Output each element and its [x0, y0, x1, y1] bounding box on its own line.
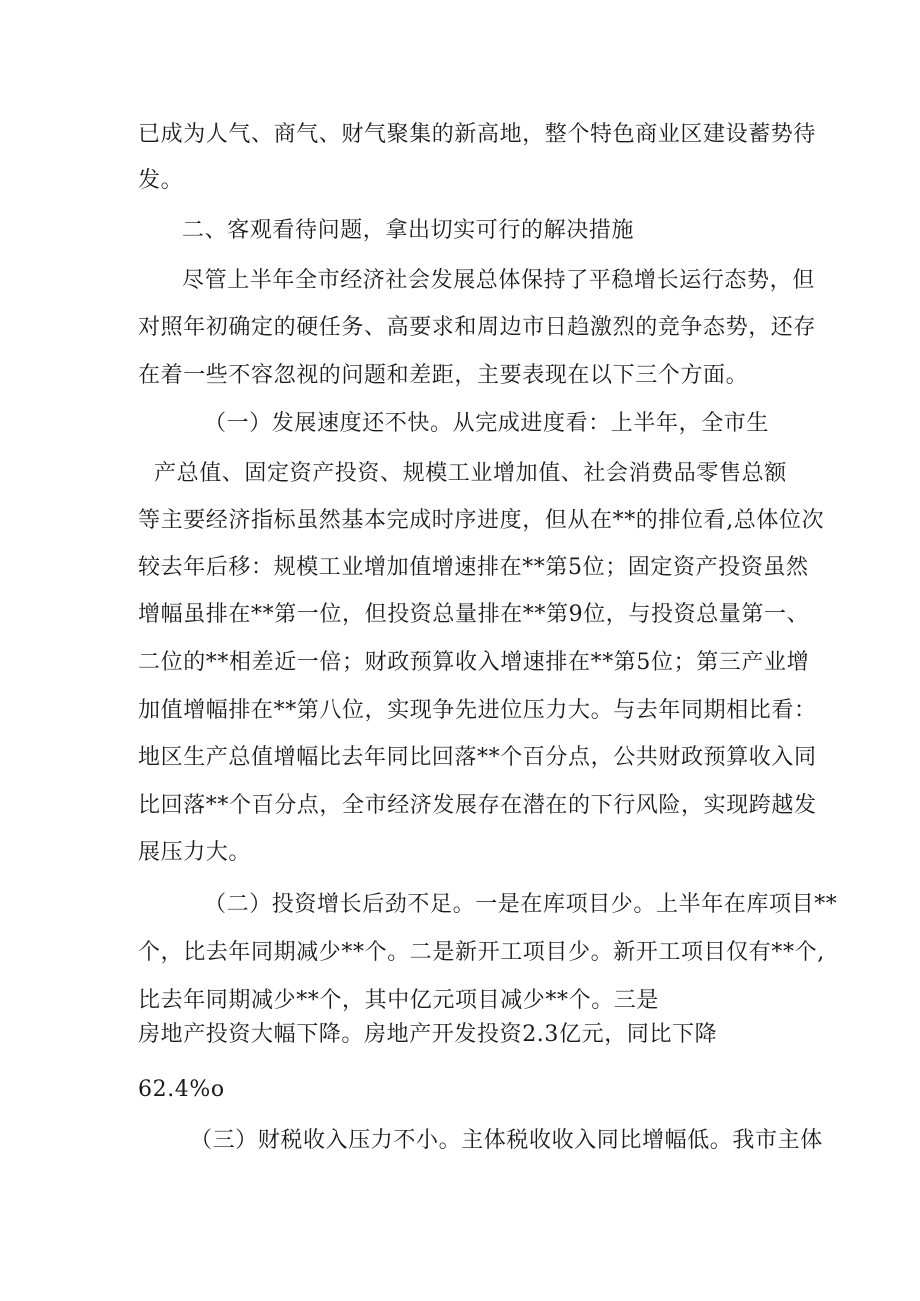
text-line-11: 增幅虽排在**第一位，但投资总量排在**第9位，与投资总量第一、 — [138, 602, 810, 627]
text-line-20: 房地产投资大幅下降。房地产开发投资2.3亿元，同比下降 — [138, 1022, 718, 1047]
text-line-8: 产总值、固定资产投资、规模工业增加值、社会消费品零售总额 — [154, 461, 787, 486]
text-line-4: 尽管上半年全市经济社会发展总体保持了平稳增长运行态势，但 — [182, 268, 815, 293]
text-line-19: 比去年同期减少**个，其中亿元项目减少**个。三是 — [138, 988, 660, 1013]
text-line-14: 地区生产总值增幅比去年同比回落**个百分点，公共财政预算收入同 — [138, 745, 817, 770]
subsection-heading-1: （一）发展速度还不快。从完成进度看：上半年，全市生 — [204, 411, 770, 436]
text-line-10: 较去年后移：规模工业增加值增速排在**第5位；固定资产投资虽然 — [138, 555, 809, 580]
text-line-6: 在着一些不容忽视的问题和差距，主要表现在以下三个方面。 — [138, 363, 749, 388]
subsection-heading-3: （三）财税收入压力不小。主体税收收入同比增幅低。我市主体 — [190, 1128, 823, 1153]
subsection-heading-2: （二）投资增长后劲不足。一是在库项目少。上半年在库项目** — [204, 892, 838, 917]
text-line-2: 发。 — [138, 168, 184, 193]
text-line-21: 62.4%o — [138, 1077, 225, 1102]
text-line-12: 二位的**相差近一倍；财政预算收入增速排在**第5位；第三产业增 — [138, 650, 810, 675]
text-line-15: 比回落**个百分点，全市经济发展存在潜在的下行风险，实现跨越发 — [138, 793, 817, 818]
text-line-5: 对照年初确定的硬任务、高要求和周边市日趋激烈的竞争态势，还存 — [138, 315, 817, 340]
text-line-18: 个，比去年同期减少**个。二是新开工项目少。新开工项目仅有**个, — [138, 940, 825, 965]
text-line-16: 展压力大。 — [138, 840, 252, 865]
text-line-13: 加值增幅排在**第八位，实现争先进位压力大。与去年同期相比看： — [138, 698, 817, 723]
section-heading-2: 二、客观看待问题，拿出切实可行的解决措施 — [182, 218, 635, 243]
text-line-9: 等主要经济指标虽然基本完成时序进度，但从在**的排位看,总体位次 — [138, 508, 825, 533]
text-line-1: 已成为人气、商气、财气聚集的新高地，整个特色商业区建设蓄势待 — [138, 122, 817, 147]
